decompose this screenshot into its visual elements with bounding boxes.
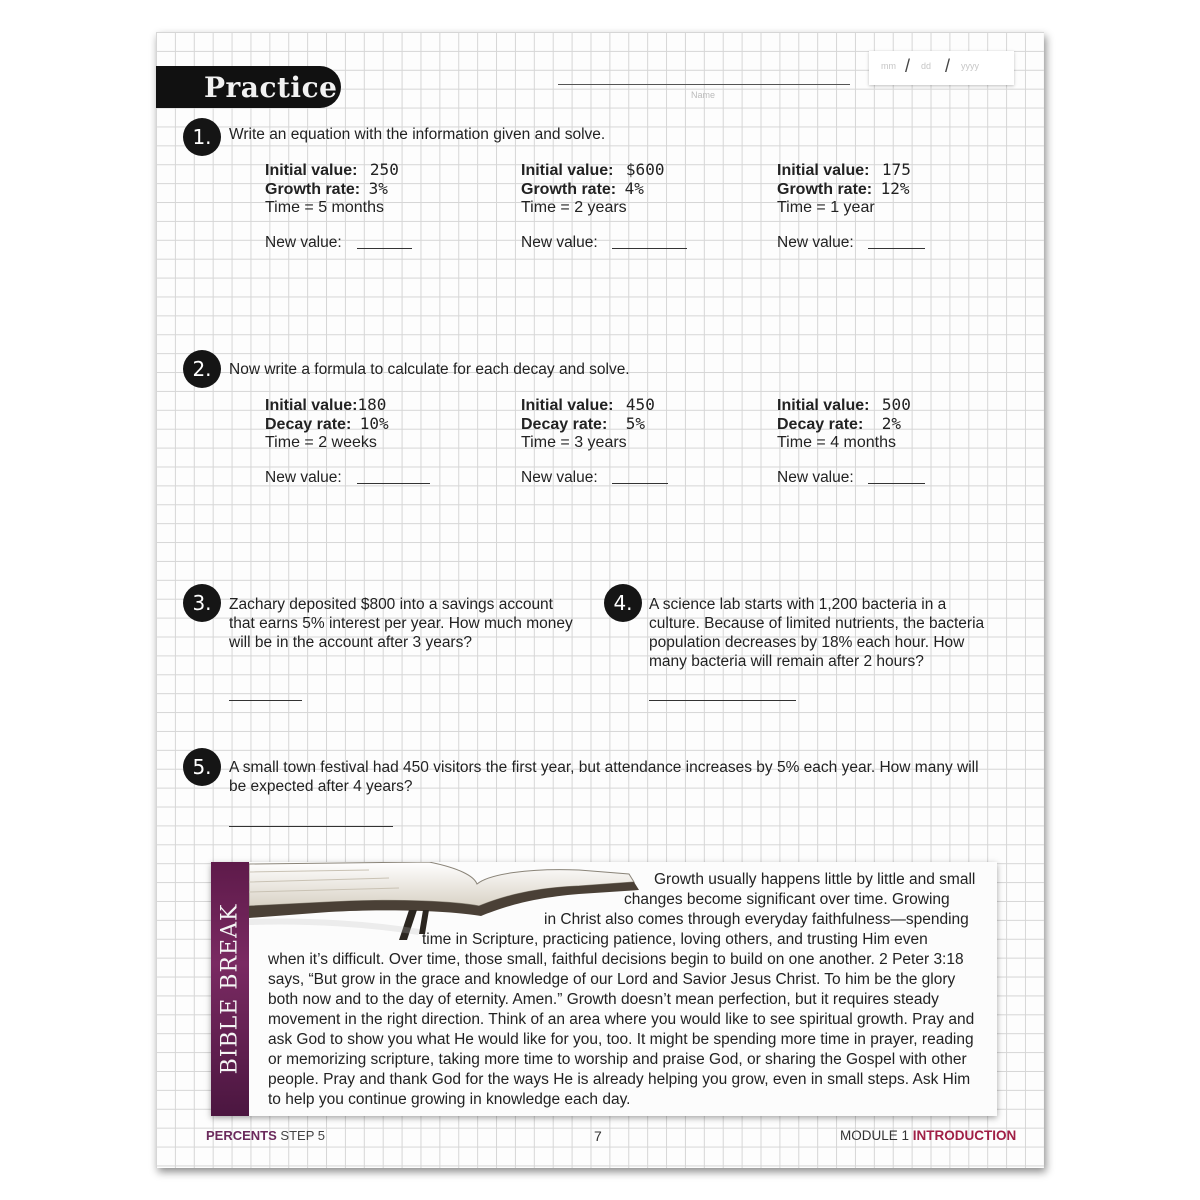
decay-rate-label: Decay rate: xyxy=(777,416,864,433)
footer-module-number: MODULE 1 xyxy=(840,1128,910,1143)
new-value-label: New value: xyxy=(777,234,854,251)
growth-rate: 12% xyxy=(880,179,910,198)
initial-value-label: Initial value: xyxy=(521,397,614,414)
bible-break-line: time in Scripture, practicing patience, loving others, and trusting Him even xyxy=(422,931,928,948)
question-3-number: 3. xyxy=(183,584,221,622)
date-yyyy: yyyy xyxy=(961,61,979,71)
question-5-line: be expected after 4 years? xyxy=(229,778,413,795)
initial-value-label: Initial value: xyxy=(777,397,870,414)
growth-rate: 4% xyxy=(624,179,644,198)
decay-rate: 2% xyxy=(881,414,901,433)
bible-break-strip xyxy=(211,862,249,1116)
name-label: Name xyxy=(691,90,716,100)
question-4-line: population decreases by 18% each hour. How xyxy=(649,634,965,651)
new-value-label: New value: xyxy=(265,234,342,251)
answer-line[interactable] xyxy=(357,483,430,484)
page-title: Practice xyxy=(204,71,338,104)
bible-break-box xyxy=(211,862,997,1116)
question-5-number: 5. xyxy=(183,748,221,786)
time-text: Time = 5 months xyxy=(265,199,385,216)
q1-item-2 xyxy=(521,161,664,217)
new-value-label: New value: xyxy=(777,469,854,486)
footer-step: STEP 5 xyxy=(280,1128,325,1143)
question-3-line: Zachary deposited $800 into a savings account xyxy=(229,596,553,613)
new-value-label: New value: xyxy=(521,469,598,486)
bible-break-line: movement in the right direction. Think of an area where you would like to see spiritual growth. Pray and xyxy=(268,1011,975,1028)
growth-rate: 3% xyxy=(368,179,388,198)
date-slash: / xyxy=(905,56,911,76)
question-4-line: many bacteria will remain after 2 hours? xyxy=(649,653,924,670)
bible-break-line: when it’s difficult. Over time, those small, faithful decisions begin to build on one another. 2 Peter 3:18 xyxy=(268,951,964,968)
bible-break-label: BIBLE BREAK xyxy=(217,903,243,1075)
initial-value: 175 xyxy=(881,160,911,179)
q2-item-3 xyxy=(777,396,911,452)
decay-rate: 5% xyxy=(625,414,645,433)
footer-module-title: INTRODUCTION xyxy=(912,1128,1017,1143)
decay-rate: 10% xyxy=(359,414,389,433)
growth-rate-label: Growth rate: xyxy=(777,181,873,198)
question-4-line: A science lab starts with 1,200 bacteria in a xyxy=(649,596,947,613)
question-5-text xyxy=(229,758,979,796)
initial-value: 250 xyxy=(369,160,399,179)
question-3-line: will be in the account after 3 years? xyxy=(229,634,472,651)
question-4-text xyxy=(649,595,984,671)
q2-item-2 xyxy=(521,396,655,452)
question-3-line: that earns 5% interest per year. How much money xyxy=(229,615,573,632)
question-4-number: 4. xyxy=(604,584,642,622)
decay-rate-label: Decay rate: xyxy=(265,416,352,433)
time-text: Time = 3 years xyxy=(521,434,627,451)
question-2-number: 2. xyxy=(183,350,221,388)
bible-break-line: or memorizing scripture, taking more time to worship and praise God, or sharing the Gospel with other xyxy=(268,1051,967,1068)
bible-break-line: Growth usually happens little by little and small xyxy=(654,871,976,888)
bible-break-line: both now and to the day of eternity. Amen.” Growth doesn’t mean perfection, but it requires steady xyxy=(268,991,939,1008)
practice-banner xyxy=(156,66,341,108)
decay-rate-label: Decay rate: xyxy=(521,416,608,433)
page-number: 7 xyxy=(594,1128,602,1144)
time-text: Time = 2 weeks xyxy=(265,434,377,451)
answer-line[interactable] xyxy=(868,248,925,249)
date-slash: / xyxy=(945,56,951,76)
q2-item-1 xyxy=(265,396,389,452)
initial-value-label: Initial value: xyxy=(265,162,358,179)
footer-subject: PERCENTS xyxy=(206,1128,277,1143)
initial-value-label: Initial value: xyxy=(265,397,358,414)
date-box[interactable] xyxy=(869,51,1014,85)
q1-item-1 xyxy=(265,161,399,217)
question-2-instruction: Now write a formula to calculate for each decay and solve. xyxy=(229,361,630,378)
time-text: Time = 2 years xyxy=(521,199,627,216)
initial-value: 180 xyxy=(357,395,387,414)
answer-line[interactable] xyxy=(649,700,796,701)
bible-break-line: changes become significant over time. Growing xyxy=(624,891,950,908)
bible-break-line: people. Pray and thank God for the ways He is already helping you grow, even in small steps. Ask Him xyxy=(268,1071,971,1088)
question-4-line: culture. Because of limited nutrients, the bacteria xyxy=(649,615,985,632)
growth-rate-label: Growth rate: xyxy=(521,181,617,198)
bible-break-line: to help you continue growing in knowledge each day. xyxy=(268,1091,631,1108)
answer-line[interactable] xyxy=(229,700,302,701)
answer-line[interactable] xyxy=(357,248,412,249)
initial-value-label: Initial value: xyxy=(777,162,870,179)
question-5-line: A small town festival had 450 visitors the first year, but attendance increases by 5% each year. How many will xyxy=(229,759,979,776)
question-1-instruction: Write an equation with the information given and solve. xyxy=(229,126,606,143)
new-value-label: New value: xyxy=(265,469,342,486)
footer-course xyxy=(206,1128,325,1143)
footer-module xyxy=(840,1128,1016,1143)
bible-break-line: in Christ also comes through everyday faithfulness—spending xyxy=(544,911,969,928)
worksheet-page xyxy=(156,32,1044,1168)
bible-break-line: says, “But grow in the grace and knowledge of our Lord and Savior Jesus Christ. To him be the glory xyxy=(268,971,956,988)
question-3-text xyxy=(229,595,573,652)
answer-line[interactable] xyxy=(612,483,668,484)
name-line[interactable] xyxy=(558,84,850,85)
initial-value-label: Initial value: xyxy=(521,162,614,179)
answer-line[interactable] xyxy=(229,826,393,827)
bible-break-line: ask God to show you what He would like for you, too. It might be spending more time in prayer, reading xyxy=(268,1031,974,1048)
initial-value: 450 xyxy=(625,395,655,414)
growth-rate-label: Growth rate: xyxy=(265,181,361,198)
answer-line[interactable] xyxy=(868,483,925,484)
date-mm: mm xyxy=(881,61,896,71)
time-text: Time = 4 months xyxy=(777,434,897,451)
q1-item-3 xyxy=(777,161,911,217)
time-text: Time = 1 year xyxy=(777,199,875,216)
initial-value: $600 xyxy=(625,160,665,179)
question-1-number: 1. xyxy=(183,118,221,156)
answer-line[interactable] xyxy=(612,248,687,249)
date-dd: dd xyxy=(921,61,932,71)
initial-value: 500 xyxy=(881,395,911,414)
new-value-label: New value: xyxy=(521,234,598,251)
